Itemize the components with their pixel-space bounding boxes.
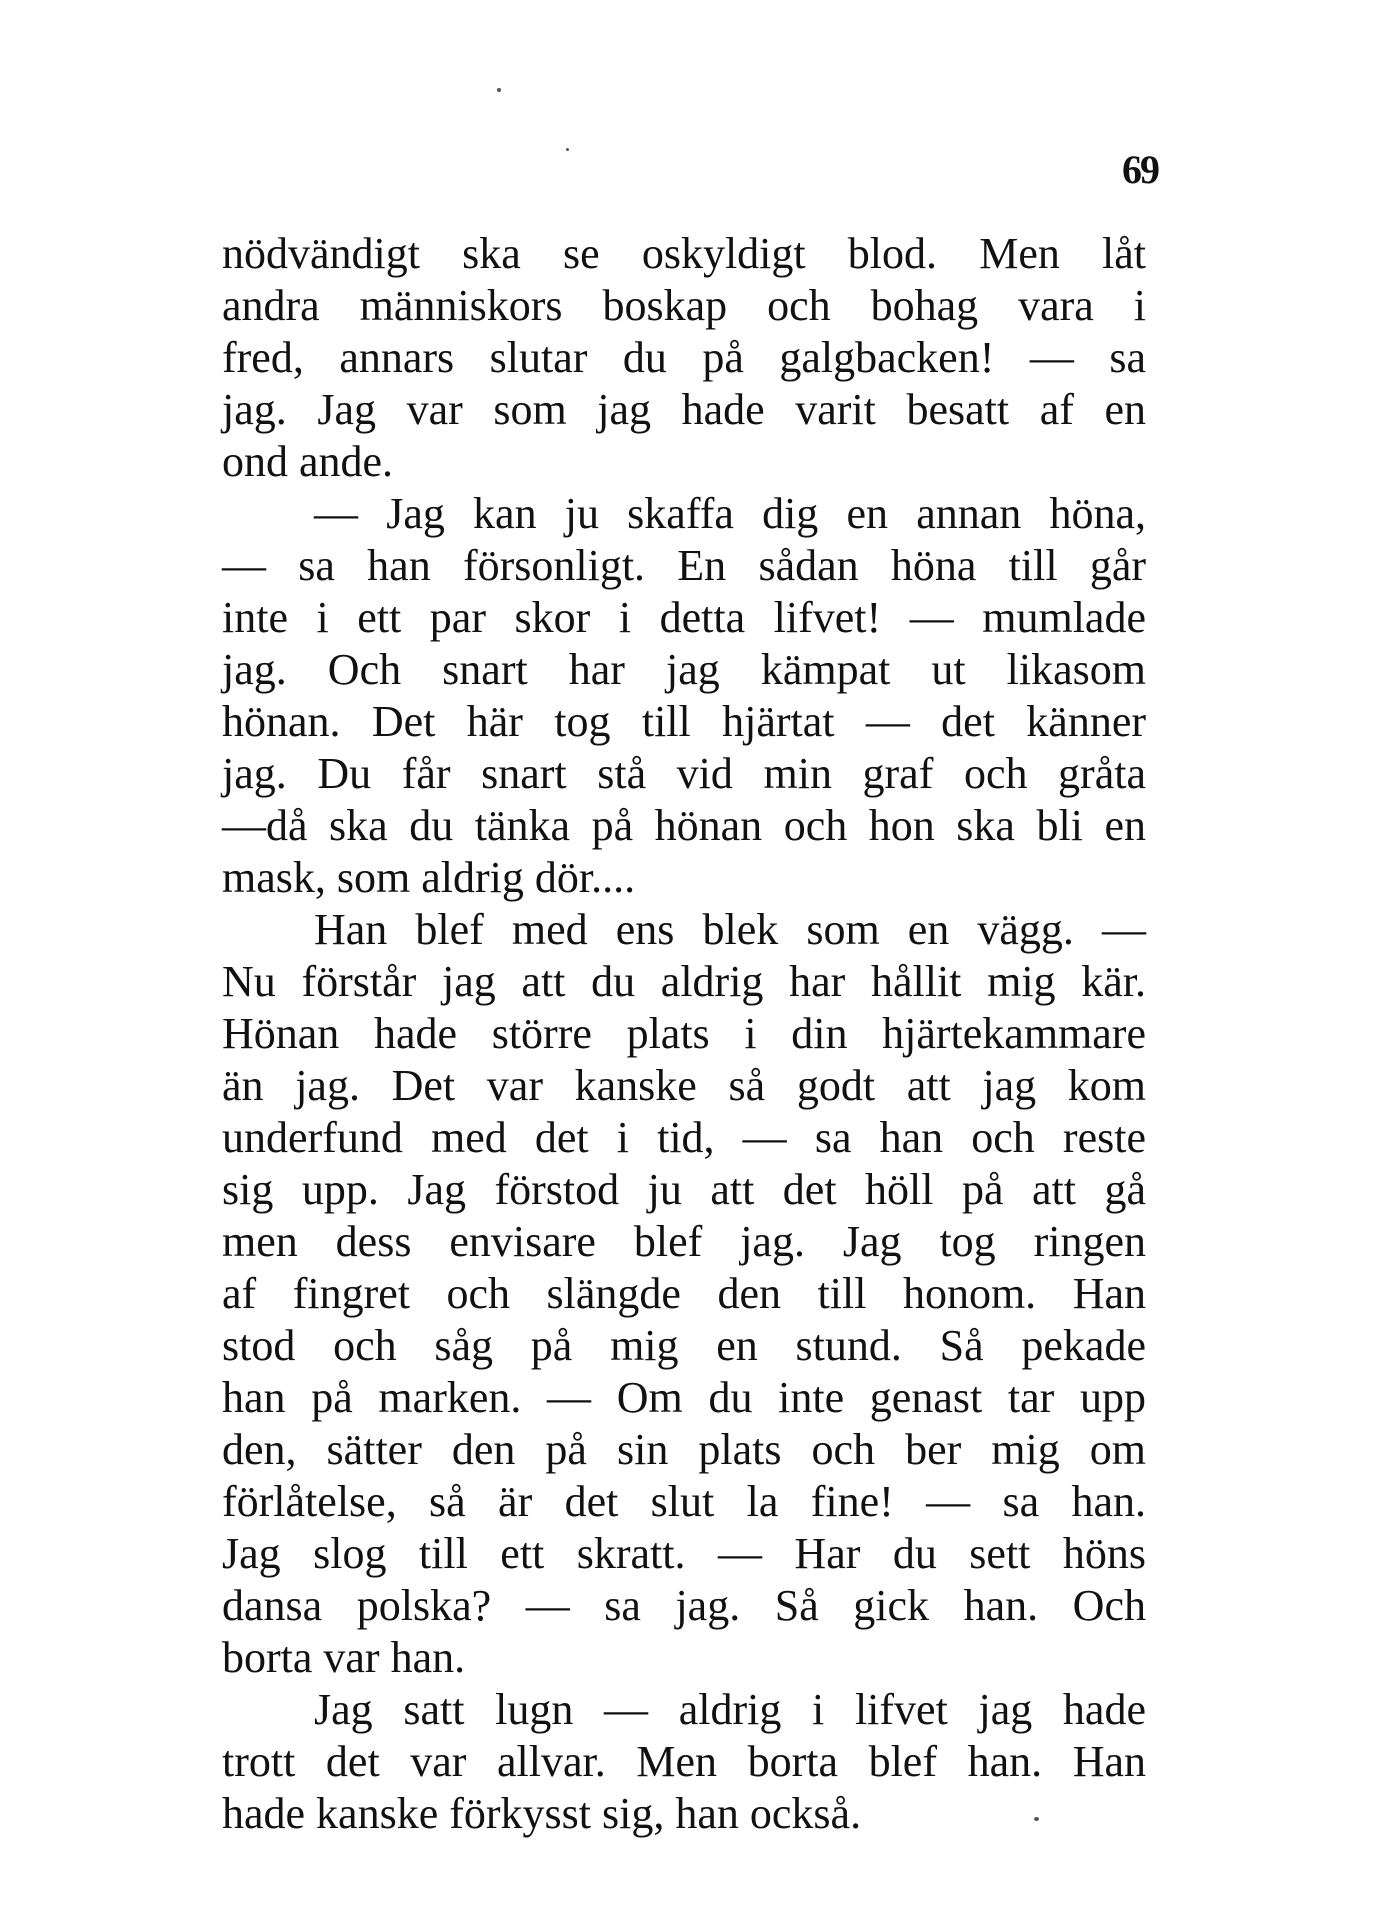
text-line: Nu förstår jag att du aldrig har hållit mig kär. [222,957,1146,1006]
text-line: sig upp. Jag förstod ju att det höll på att gå [222,1165,1146,1214]
paragraph [222,904,1146,1684]
text-line: inte i ett par skor i detta lifvet! — mumlade [222,593,1146,642]
text-line: — Jag kan ju skaffa dig en annan höna, [314,489,1146,538]
text-line: — sa han försonligt. En sådan höna till går [222,541,1146,590]
text-line: jag. Du får snart stå vid min graf och gråta [222,749,1146,798]
text-line: dansa polska? — sa jag. Så gick han. Och [222,1581,1146,1630]
text-line: Hönan hade större plats i din hjärtekammare [222,1009,1146,1058]
text-line: fred, annars slutar du på galgbacken! — sa [222,333,1146,382]
scan-speck [497,88,501,92]
text-line: ond ande. [222,437,394,486]
text-line: trott det var allvar. Men borta blef han. Han [222,1737,1146,1786]
scan-speck [1034,1817,1039,1821]
text-line: af fingret och slängde den till honom. Han [222,1269,1146,1318]
text-line: den, sätter den på sin plats och ber mig om [222,1425,1146,1474]
text-line: men dess envisare blef jag. Jag tog ringen [222,1217,1146,1266]
paragraph [222,1684,1146,1840]
text-line: än jag. Det var kanske så godt att jag kom [222,1061,1146,1110]
text-line: Jag slog till ett skratt. — Har du sett höns [222,1529,1146,1578]
scan-speck [566,148,569,151]
text-line: Han blef med ens blek som en vägg. — [314,905,1146,954]
text-line: nödvändigt ska se oskyldigt blod. Men låt [222,229,1146,278]
text-line: hade kanske förkysst sig, han också. [222,1789,862,1838]
text-line: borta var han. [222,1633,466,1682]
text-line: underfund med det i tid, — sa han och reste [222,1113,1146,1162]
text-line: förlåtelse, så är det slut la fine! — sa han. [222,1477,1146,1526]
text-line: jag. Jag var som jag hade varit besatt af en [222,385,1146,434]
text-line: stod och såg på mig en stund. Så pekade [222,1321,1146,1370]
text-line: mask, som aldrig dör.... [222,853,636,902]
text-line: Jag satt lugn — aldrig i lifvet jag hade [314,1685,1146,1734]
text-line: jag. Och snart har jag kämpat ut likasom [222,645,1146,694]
text-line: hönan. Det här tog till hjärtat — det känner [222,697,1146,746]
page-number: 69 [1122,147,1158,192]
text-line: han på marken. — Om du inte genast tar upp [222,1373,1146,1422]
text-line: andra människors boskap och bohag vara i [222,281,1146,330]
paragraph [222,488,1146,904]
paragraph [222,228,1146,488]
body-text [222,228,1146,1840]
text-line: —då ska du tänka på hönan och hon ska bli en [222,801,1146,850]
